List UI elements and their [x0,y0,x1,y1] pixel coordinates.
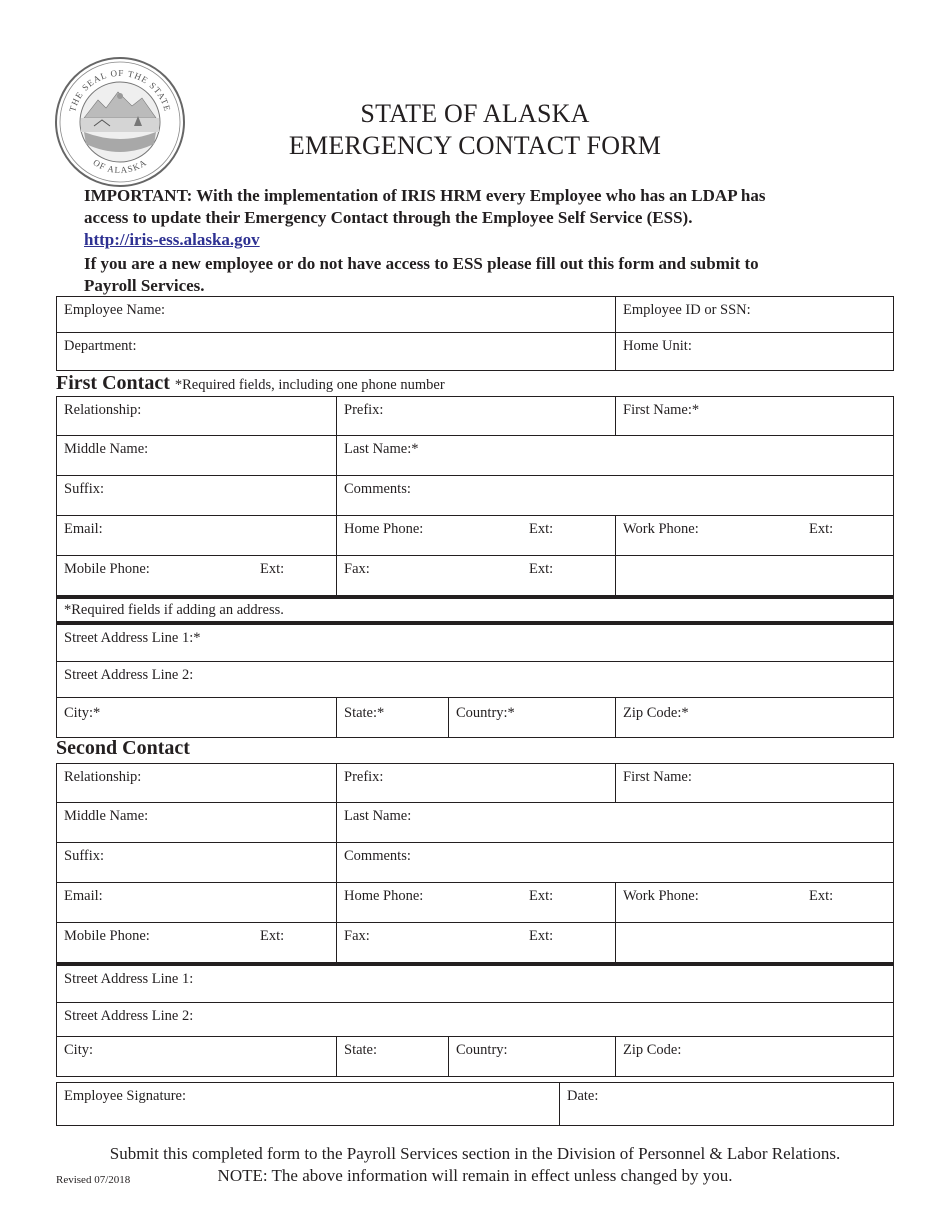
employee-id-field[interactable]: Employee ID or SSN: [615,297,894,332]
sc-zip-field[interactable]: Zip Code: [615,1037,894,1076]
fc-fax-field[interactable]: Fax: Ext: [336,556,615,595]
fc-comments-field[interactable]: Comments: [336,476,894,515]
sc-suffix-field[interactable]: Suffix: [64,848,105,864]
state-seal-logo [54,56,186,188]
employee-signature-field[interactable]: Employee Signature: [64,1088,187,1104]
second-contact-heading: Second Contact [56,737,190,759]
first-contact-grid [56,396,894,738]
fc-city-field[interactable]: City:* [64,705,101,721]
sc-work-ext-label: Ext: [809,888,834,904]
sc-mobile-phone-field[interactable]: Mobile Phone: Ext: [64,928,285,944]
sc-email-field[interactable]: Email: [64,888,103,904]
fc-mobile-ext-label: Ext: [260,561,285,577]
employee-info-grid [56,296,894,371]
fc-address-note: *Required fields if adding an address. [64,602,284,618]
fc-work-phone-field[interactable]: Work Phone: Ext: [615,516,894,555]
fc-country-field[interactable]: Country:* [448,698,615,737]
sc-work-phone-field[interactable]: Work Phone: Ext: [615,883,894,922]
sc-first-name-field[interactable]: First Name: [615,764,894,802]
fc-work-ext-label: Ext: [809,521,834,537]
notice-line1: IMPORTANT: With the implementation of IRIS HRM every Employee who has an LDAP has [84,186,766,205]
sc-relationship-field[interactable]: Relationship: [64,769,142,785]
fc-prefix-field[interactable]: Prefix: [336,397,615,435]
fc-home-ext-label: Ext: [529,521,554,537]
signature-grid [56,1082,894,1126]
sc-fax-ext-label: Ext: [529,928,554,944]
fc-relationship-field[interactable]: Relationship: [64,402,142,418]
fc-street1-field[interactable]: Street Address Line 1:* [64,630,201,646]
fc-first-name-field[interactable]: First Name:* [615,397,894,435]
ess-link[interactable]: http://iris-ess.alaska.gov [84,230,260,249]
form-title-line2: EMERGENCY CONTACT FORM [288,131,662,160]
sc-fax-field[interactable]: Fax: Ext: [336,923,615,962]
notice-line5: Payroll Services. [84,276,205,295]
seal-text-top: THE SEAL OF THE STATE [67,67,173,113]
fc-street2-field[interactable]: Street Address Line 2: [64,667,194,683]
revision-date: Revised 07/2018 [56,1174,131,1186]
sc-home-ext-label: Ext: [529,888,554,904]
fc-state-field[interactable]: State:* [336,698,448,737]
employee-name-field[interactable]: Employee Name: [64,302,166,318]
notice-line2: access to update their Emergency Contact through the Employee Self Service (ESS). [84,208,693,227]
fc-empty-cell [615,556,894,595]
sc-city-field[interactable]: City: [64,1042,94,1058]
second-contact-grid [56,763,894,1077]
footer-submit-instructions: Submit this completed form to the Payroll Services section in the Division of Personnel & Labor Relations. [109,1144,841,1163]
form-title-line1: STATE OF ALASKA [360,99,590,128]
first-contact-heading: First Contact *Required fields, including one phone number [56,372,445,394]
fc-mobile-phone-field[interactable]: Mobile Phone: Ext: [64,561,285,577]
fc-suffix-field[interactable]: Suffix: [64,481,105,497]
fc-zip-field[interactable]: Zip Code:* [615,698,894,737]
sc-comments-field[interactable]: Comments: [336,843,894,882]
sc-middle-name-field[interactable]: Middle Name: [64,808,149,824]
fc-last-name-field[interactable]: Last Name:* [336,436,894,475]
home-unit-field[interactable]: Home Unit: [615,333,894,370]
fc-email-field[interactable]: Email: [64,521,103,537]
sc-country-field[interactable]: Country: [448,1037,615,1076]
fc-middle-name-field[interactable]: Middle Name: [64,441,149,457]
sc-empty-cell [615,923,894,962]
fc-home-phone-field[interactable]: Home Phone: Ext: [336,516,615,555]
signature-date-field[interactable]: Date: [559,1083,894,1125]
sc-prefix-field[interactable]: Prefix: [336,764,615,802]
sc-street1-field[interactable]: Street Address Line 1: [64,971,194,987]
sc-street2-field[interactable]: Street Address Line 2: [64,1008,194,1024]
department-field[interactable]: Department: [64,338,137,354]
sc-last-name-field[interactable]: Last Name: [336,803,894,842]
footer-note: NOTE: The above information will remain in effect unless changed by you. [217,1166,733,1185]
fc-fax-ext-label: Ext: [529,561,554,577]
first-contact-required-note: *Required fields, including one phone number [174,377,445,393]
sc-state-field[interactable]: State: [336,1037,448,1076]
seal-text-bottom: OF ALASKA [91,157,149,176]
sc-home-phone-field[interactable]: Home Phone: Ext: [336,883,615,922]
sc-mobile-ext-label: Ext: [260,928,285,944]
notice-line4: If you are a new employee or do not have access to ESS please fill out this form and submit to [84,254,759,273]
